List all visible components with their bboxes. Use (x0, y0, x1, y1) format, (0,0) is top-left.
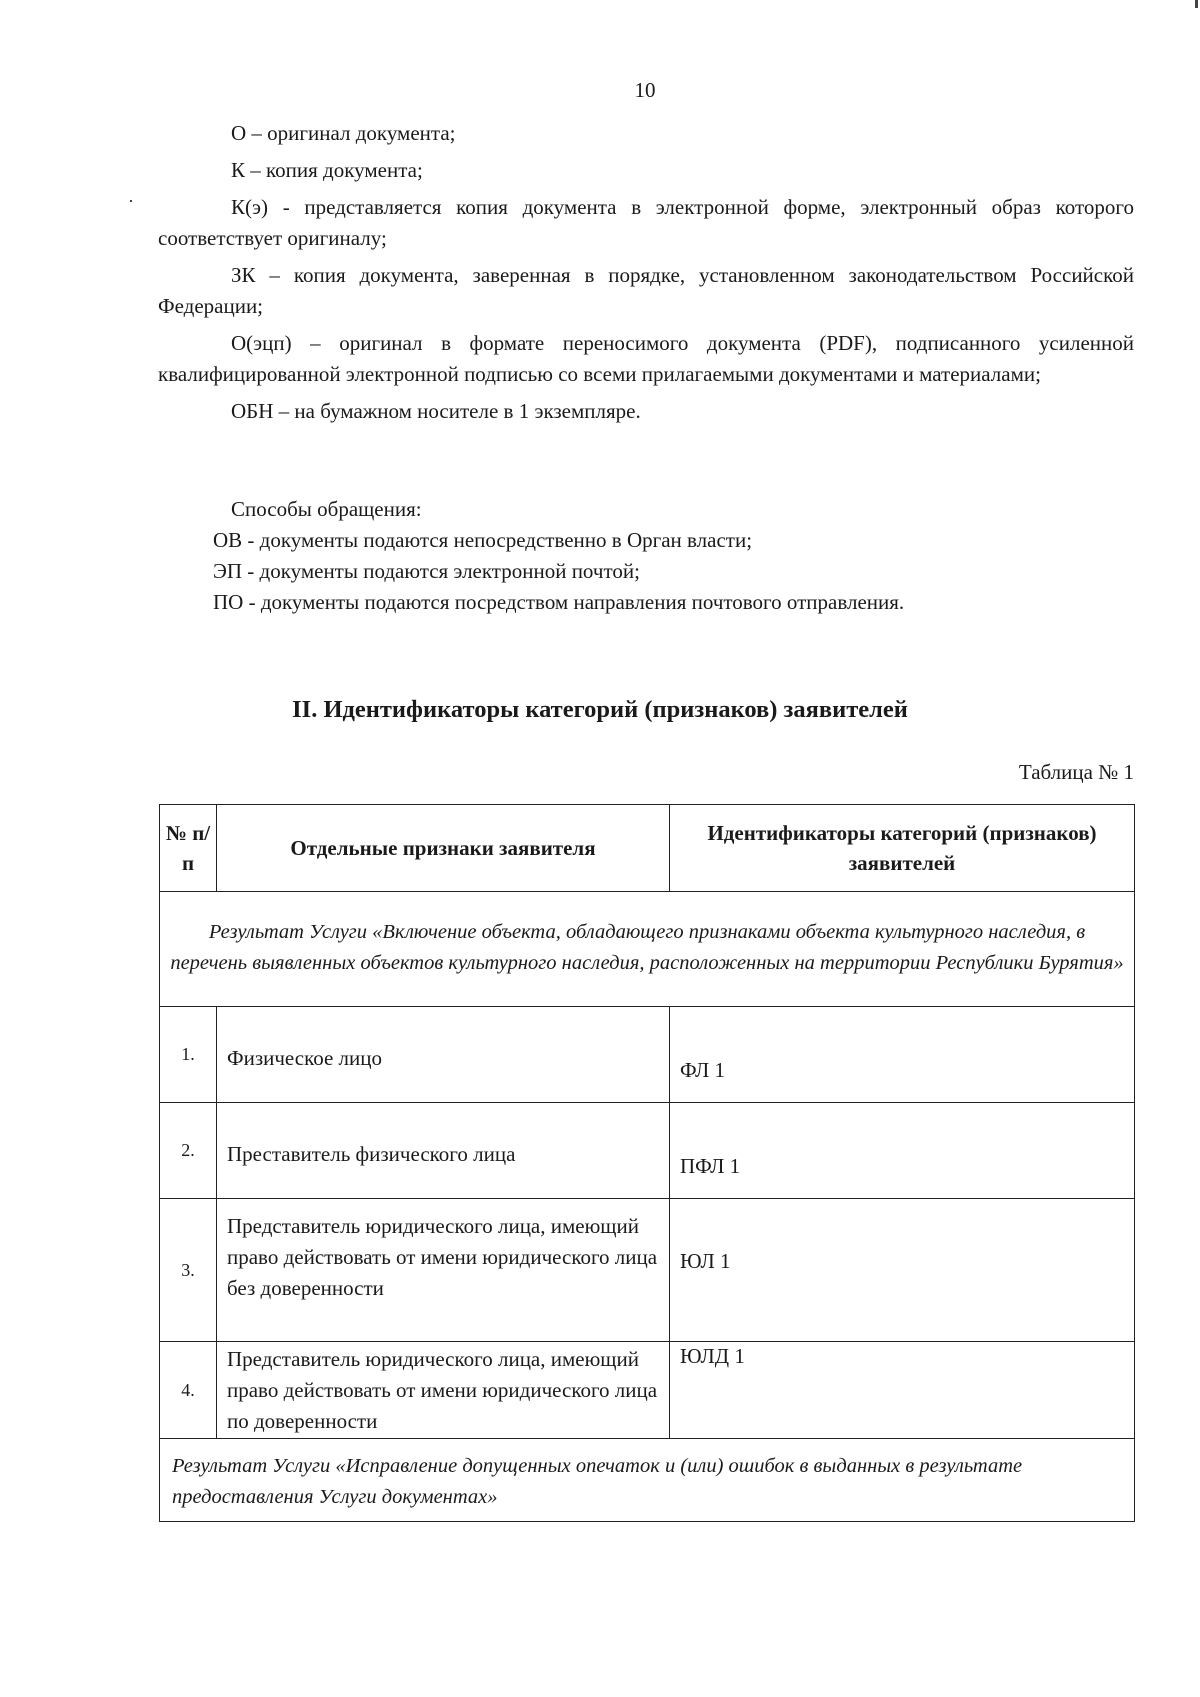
method-item: ЭП - документы подаются электронной почтой; (213, 559, 640, 583)
row-number: 1. (160, 1007, 217, 1103)
header-ids: Идентификаторы категорий (признаков) заявителей (670, 805, 1135, 892)
scan-speck (1195, 0, 1198, 8)
header-num: № п/п (160, 805, 217, 892)
section-title: II. Идентификаторы категорий (признаков) заявителей (292, 696, 908, 723)
legend-item: О(эцп) – оригинал в формате переносимого документа (PDF), подписанного усиленной квалифицированной электронной подписью со всеми прилагаемыми документами и материалами; (158, 331, 1134, 386)
legend-item: О – оригинал документа; (231, 121, 456, 145)
row-sign: Физическое лицо (217, 1007, 670, 1103)
row-id: ФЛ 1 (670, 1007, 1135, 1103)
table-row (160, 1199, 1135, 1342)
table-header-row (160, 805, 1135, 892)
legend-item: К(э) - представляется копия документа в электронной форме, электронный образ которого соответствует оригиналу; (158, 195, 1134, 250)
row-sign: Преставитель физического лица (217, 1103, 670, 1199)
row-sign: Представитель юридического лица, имеющий право действовать от имени юридического лица без доверенности (217, 1199, 670, 1342)
row-id: ЮЛД 1 (670, 1342, 1135, 1439)
abbreviation-legend (158, 118, 1134, 427)
table-row (160, 1342, 1135, 1439)
legend-item: ОБН – на бумажном носителе в 1 экземпляре. (231, 399, 641, 423)
method-item: ОВ - документы подаются непосредственно в Орган власти; (213, 528, 753, 552)
row-number: 2. (160, 1103, 217, 1199)
result-row (160, 892, 1135, 1007)
result-row (160, 1439, 1135, 1522)
result-heading: Результат Услуги «Исправление допущенных опечаток и (или) ошибок в выданных в результате предоставления Услуги документах» (160, 1439, 1135, 1522)
row-number: 3. (160, 1199, 217, 1342)
scan-speck (130, 200, 132, 202)
application-methods (158, 494, 1134, 618)
table-row (160, 1103, 1135, 1199)
method-item: ПО - документы подаются посредством направления почтового отправления. (213, 590, 905, 614)
legend-item: К – копия документа; (231, 158, 423, 182)
row-number: 4. (160, 1342, 217, 1439)
table-row (160, 1007, 1135, 1103)
methods-heading: Способы обращения: (231, 497, 422, 521)
row-id: ЮЛ 1 (670, 1199, 1135, 1342)
row-id: ПФЛ 1 (670, 1103, 1135, 1199)
applicant-categories-table (159, 804, 1135, 1522)
result-heading: Результат Услуги «Включение объекта, обладающего признаками объекта культурного наследия, в перечень выявленных объектов культурного наследия, расположенных на территории Республики Бурятия» (160, 892, 1135, 1007)
page-number: 10 (634, 78, 656, 102)
table-caption: Таблица № 1 (1018, 760, 1134, 784)
header-signs: Отдельные признаки заявителя (217, 805, 670, 892)
legend-item: ЗК – копия документа, заверенная в порядке, установленном законодательством Российской Федерации; (158, 263, 1134, 318)
row-sign: Представитель юридического лица, имеющий право действовать от имени юридического лица по доверенности (217, 1342, 670, 1439)
